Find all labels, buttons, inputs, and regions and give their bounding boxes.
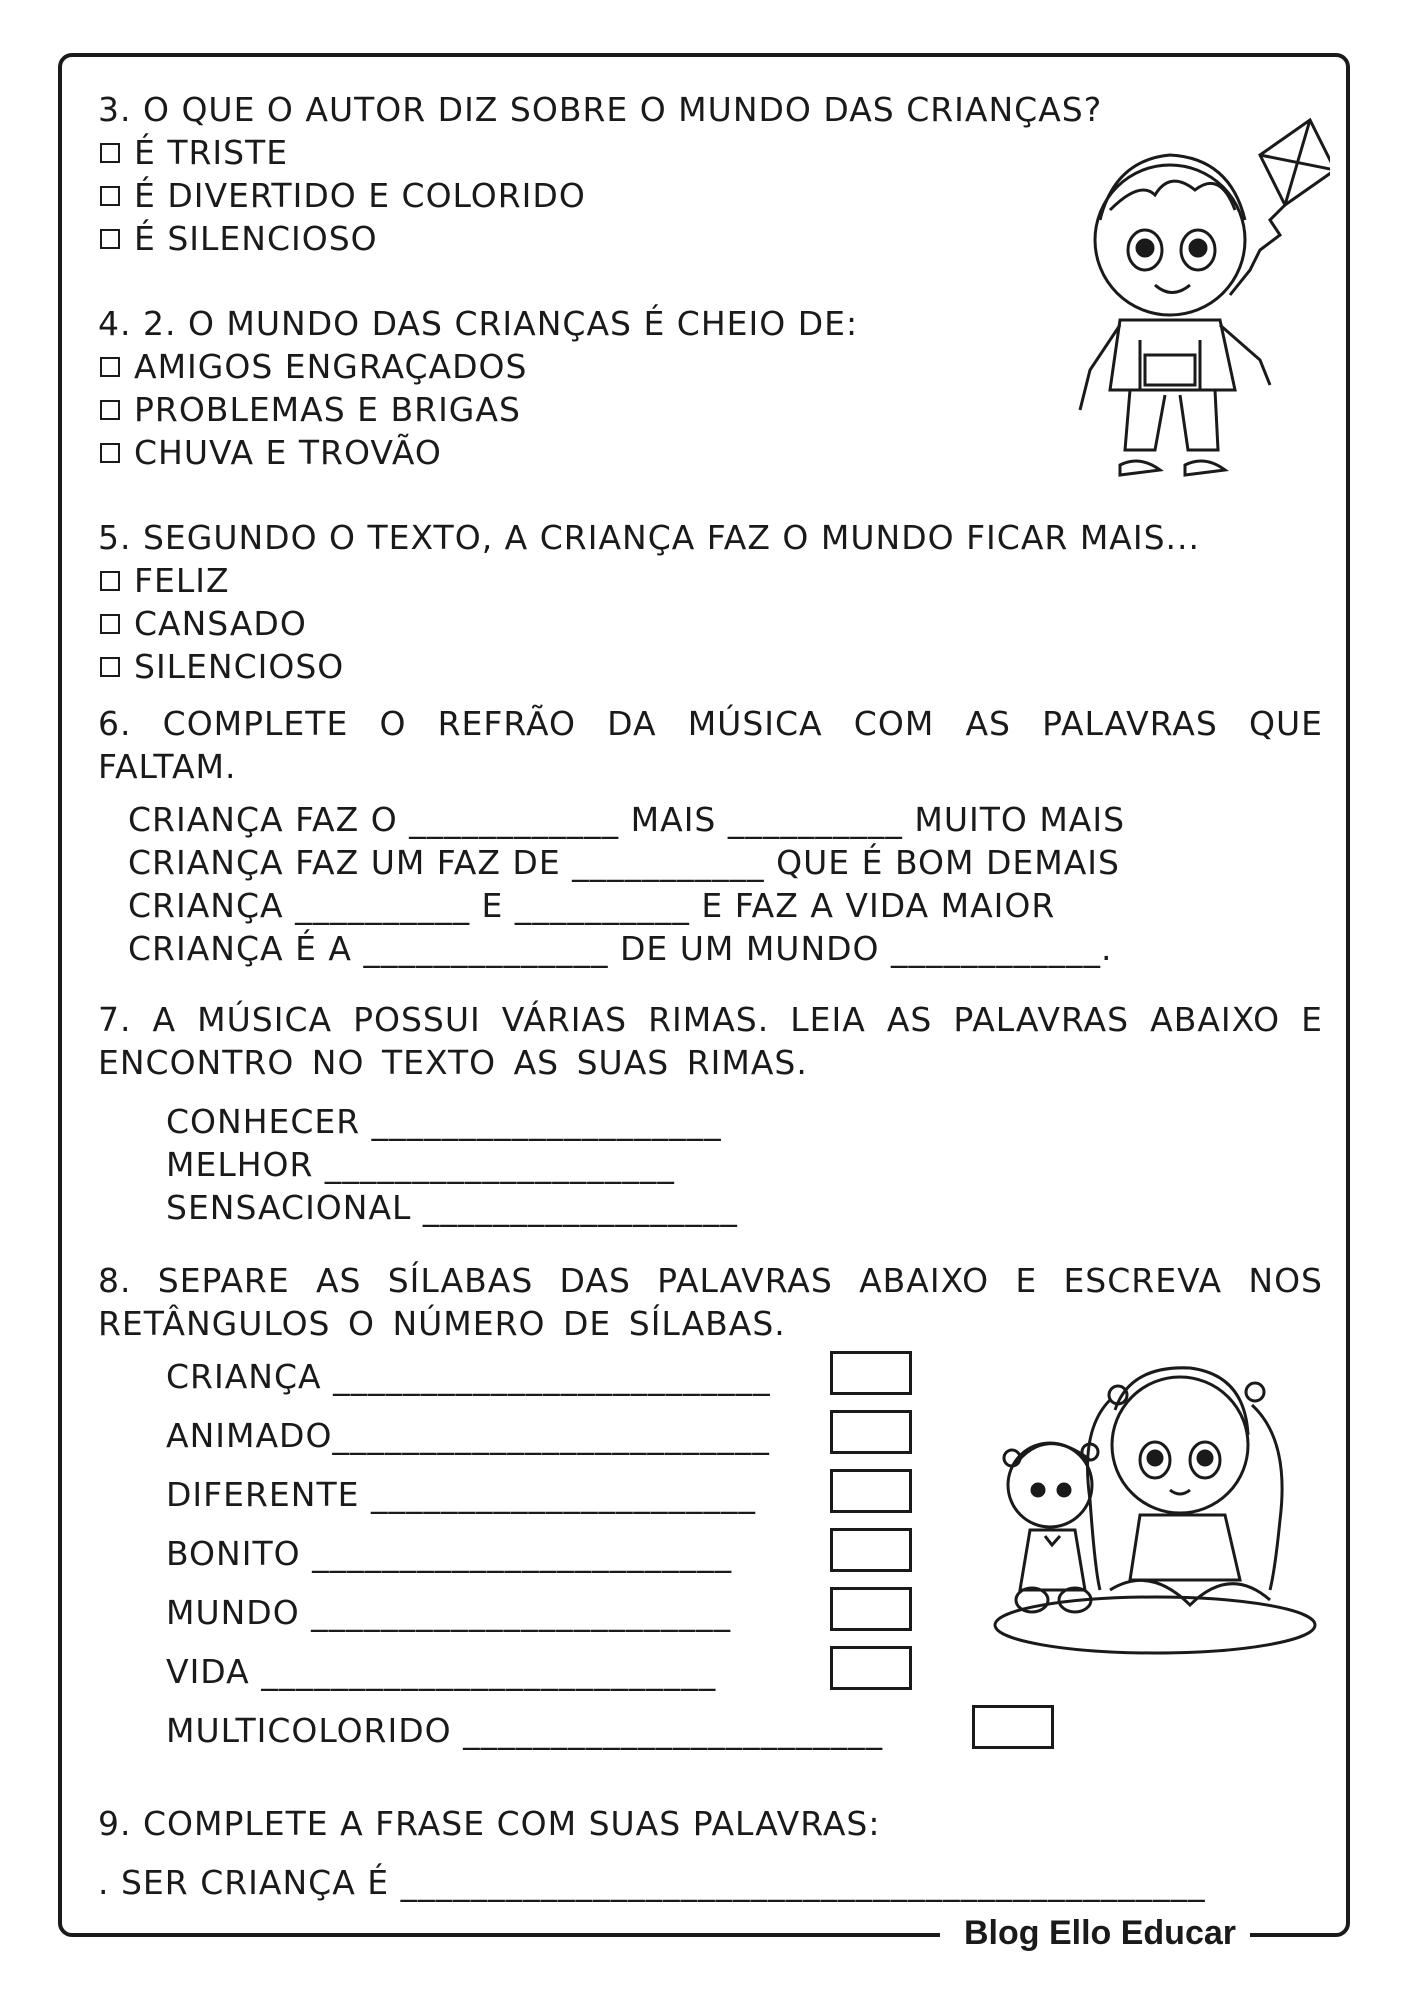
syllable-word[interactable]: DIFERENTE ______________________ — [166, 1475, 756, 1514]
option-label: PROBLEMAS E BRIGAS — [134, 390, 521, 429]
checkbox-icon[interactable] — [100, 571, 120, 591]
option-item[interactable] — [98, 559, 1328, 602]
option-label: É SILENCIOSO — [134, 219, 378, 258]
syllable-row — [98, 1465, 1328, 1524]
syllable-word[interactable]: ANIMADO_________________________ — [166, 1416, 770, 1455]
checkbox-icon[interactable] — [100, 357, 120, 377]
option-label: É TRISTE — [134, 133, 289, 172]
option-label: FELIZ — [134, 561, 230, 600]
fill-line[interactable]: CRIANÇA É A ______________ DE UM MUNDO ____________. — [128, 929, 1113, 968]
option-item[interactable] — [98, 431, 1328, 474]
syllable-count-box[interactable] — [830, 1528, 912, 1572]
fill-line[interactable]: CRIANÇA FAZ O ____________ MAIS __________ MUITO MAIS — [128, 800, 1126, 839]
question-8-title: 8. SEPARE AS SÍLABAS DAS PALAVRAS ABAIXO E ESCREVA NOS RETÂNGULOS O NÚMERO DE SÍLABAS. — [98, 1261, 1323, 1343]
option-item[interactable] — [98, 345, 1328, 388]
checkbox-icon[interactable] — [100, 657, 120, 677]
syllable-count-box[interactable] — [830, 1351, 912, 1395]
syllable-word[interactable]: CRIANÇA _________________________ — [166, 1357, 771, 1396]
option-item[interactable] — [98, 217, 1328, 260]
syllable-row — [98, 1701, 1328, 1760]
question-4 — [98, 302, 1328, 474]
option-item[interactable] — [98, 388, 1328, 431]
syllable-list — [98, 1347, 1328, 1760]
question-7-title: 7. A MÚSICA POSSUI VÁRIAS RIMAS. LEIA AS PALAVRAS ABAIXO E ENCONTRO NO TEXTO AS SUAS RIMAS. — [98, 1000, 1323, 1082]
question-5 — [98, 516, 1328, 688]
fill-line[interactable]: . SER CRIANÇA É ______________________________________________ — [98, 1863, 1206, 1902]
syllable-count-box[interactable] — [830, 1410, 912, 1454]
syllable-word[interactable]: MULTICOLORIDO ________________________ — [166, 1711, 884, 1750]
checkbox-icon[interactable] — [100, 186, 120, 206]
syllable-row — [98, 1524, 1328, 1583]
syllable-count-box[interactable] — [972, 1705, 1054, 1749]
syllable-row — [98, 1347, 1328, 1406]
question-8 — [98, 1259, 1328, 1760]
question-4-title: 4. 2. O MUNDO DAS CRIANÇAS É CHEIO DE: — [98, 304, 859, 343]
question-5-title: 5. SEGUNDO O TEXTO, A CRIANÇA FAZ O MUNDO FICAR MAIS... — [98, 518, 1201, 557]
fill-line[interactable]: CRIANÇA FAZ UM FAZ DE ___________ QUE É BOM DEMAIS — [128, 843, 1120, 882]
option-label: É DIVERTIDO E COLORIDO — [134, 176, 586, 215]
syllable-row — [98, 1583, 1328, 1642]
syllable-row — [98, 1406, 1328, 1465]
syllable-count-box[interactable] — [830, 1646, 912, 1690]
option-label: CHUVA E TROVÃO — [134, 433, 442, 472]
syllable-row — [98, 1642, 1328, 1701]
option-label: CANSADO — [134, 604, 307, 643]
worksheet-content — [98, 88, 1328, 1904]
option-item[interactable] — [98, 645, 1328, 688]
fill-line[interactable]: CONHECER ____________________ — [166, 1102, 722, 1141]
syllable-word[interactable]: MUNDO ________________________ — [166, 1593, 732, 1632]
question-3 — [98, 88, 1328, 260]
brand-label: Blog Ello Educar — [963, 1914, 1237, 1952]
syllable-count-box[interactable] — [830, 1587, 912, 1631]
checkbox-icon[interactable] — [100, 229, 120, 249]
checkbox-icon[interactable] — [100, 443, 120, 463]
option-item[interactable] — [98, 174, 1328, 217]
option-label: SILENCIOSO — [134, 647, 345, 686]
checkbox-icon[interactable] — [100, 143, 120, 163]
question-6-title: 6. COMPLETE O REFRÃO DA MÚSICA COM AS PALAVRAS QUE FALTAM. — [98, 704, 1323, 786]
fill-line[interactable]: CRIANÇA __________ E __________ E FAZ A VIDA MAIOR — [128, 886, 1056, 925]
option-label: AMIGOS ENGRAÇADOS — [134, 347, 528, 386]
syllable-count-box[interactable] — [830, 1469, 912, 1513]
fill-line[interactable]: MELHOR ____________________ — [166, 1145, 675, 1184]
syllable-word[interactable]: VIDA __________________________ — [166, 1652, 717, 1691]
question-6 — [98, 702, 1328, 970]
option-item[interactable] — [98, 602, 1328, 645]
question-9-title: 9. COMPLETE A FRASE COM SUAS PALAVRAS: — [98, 1804, 881, 1843]
option-item[interactable] — [98, 131, 1328, 174]
syllable-word[interactable]: BONITO ________________________ — [166, 1534, 733, 1573]
question-9 — [98, 1802, 1328, 1904]
checkbox-icon[interactable] — [100, 400, 120, 420]
question-7 — [98, 998, 1328, 1229]
refrain-lines — [98, 798, 1328, 970]
fill-line[interactable]: SENSACIONAL __________________ — [166, 1188, 738, 1227]
question-3-title: 3. O QUE O AUTOR DIZ SOBRE O MUNDO DAS CRIANÇAS? — [98, 90, 1103, 129]
checkbox-icon[interactable] — [100, 614, 120, 634]
rhyme-lines — [98, 1100, 1328, 1229]
